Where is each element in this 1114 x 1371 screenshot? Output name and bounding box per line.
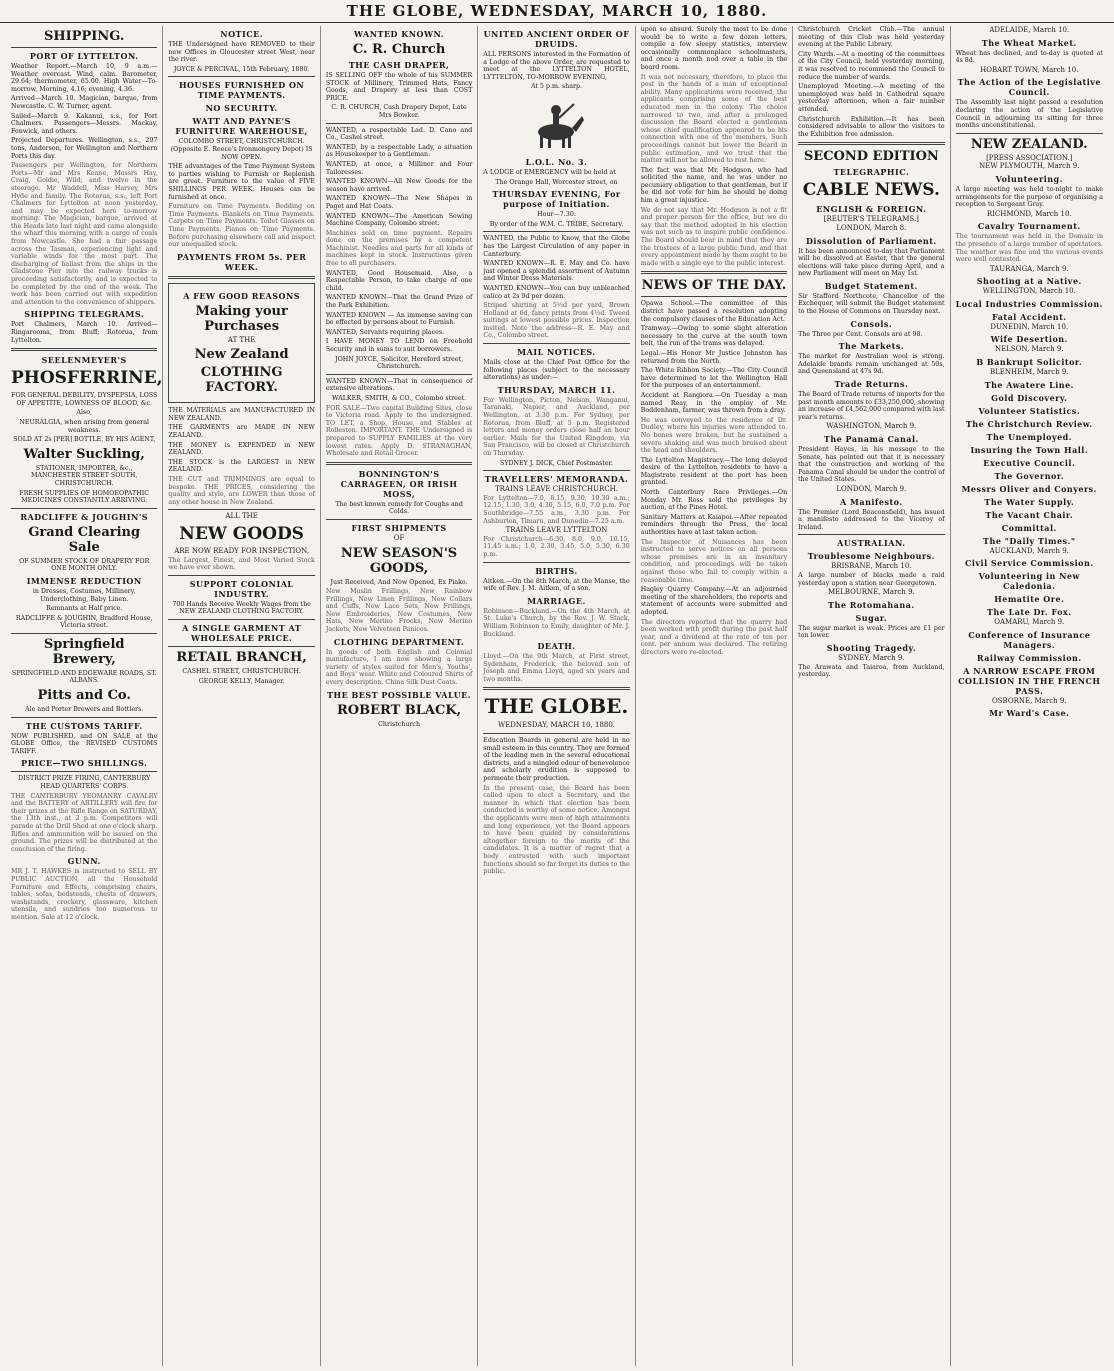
news-item: Hagley Quarry Company.—At an adjourned meeting of the shareholders, the reports and statement of accounts were submitted and adopted.: [640, 586, 788, 616]
cashel-street: CASHEL STREET, CHRISTCHURCH.: [182, 667, 301, 675]
english-foreign-heading: ENGLISH & FOREIGN.: [816, 204, 927, 215]
filler-text: Passengers per Wellington, for Northern Ports—Mr and Mrs Keane, Messrs Hay, Craig, Goldie, Wild; and twelve in the steerage. Mr Waddell, Miss Harvey, Mrs Hyde and family. The Rotorua, s.s., left Port Chalmers for Lyttelton at noon yesterday, and may be expected here to-morrow morning. The Magician, barque, arrived at the Heads late last night and came alongside the wharf this morning with a cargo of coals from Newcastle. She had a fair passage across the Tasman, experiencing light and variable winds for the most part. The discharging of ballast from the ships in the Gladstone Pier into the railway trucks is proceeding satisfactorily, and is expected to be completed by the end of the week. The work has been carried out with expedition and attention to the convenience of shippers.: [11, 162, 158, 306]
news-item: Opawa School.—The committee of this district have passed a resolution adopting the compulsory clauses of the Education Act.: [640, 300, 788, 323]
filler-text: Lloyd.—On the 9th March, at First street, Sydenham, Frederick, the beloved son of Joseph and Emma Lloyd, aged six years and two months.: [483, 653, 630, 683]
trade-heading: Trade Returns.: [834, 379, 909, 390]
money-text: THE MONEY is EXPENDED in NEW ZEALAND.: [168, 441, 315, 457]
suckling-name: Walter Suckling,: [23, 446, 145, 462]
customs-heading: THE CUSTOMS TARIFF.: [25, 720, 143, 731]
travellers-heading: TRAVELLERS' MEMORANDA.: [484, 474, 629, 485]
divider: [11, 633, 157, 634]
washington-dateline: WASHINGTON, March 9.: [826, 422, 917, 431]
new-season-heading: NEW SEASON'S GOODS,: [340, 545, 458, 576]
reduction-heading: IMMENSE REDUCTION: [26, 575, 142, 586]
panama-body: President Hayes, in his message to the Senate, has pointed out that it is necessary that the construction and working of the Panama Canal should be under the control of the United States.: [798, 446, 945, 484]
manager-name: GEORGE KELLY, Manager.: [198, 677, 285, 685]
support-industry-heading: SUPPORT COLONIAL INDUSTRY.: [189, 578, 294, 599]
houses-heading: HOUSES FURNISHED ON TIME PAYMENTS.: [179, 80, 305, 101]
awatere-heading: The Awatere Line.: [984, 379, 1074, 390]
markets-body: The market for Australian wool is strong. Adelaide brands remain unchanged at 50s, and Queensland at 47s 9d.: [798, 353, 945, 376]
divider: [798, 142, 944, 145]
watt-payne-heading: WATT AND PAYNE'S FURNITURE WAREHOUSE,: [175, 116, 308, 137]
horseman-cut-icon: [526, 94, 586, 154]
divider: [326, 374, 472, 375]
ward-case-heading: Mr Ward's Case.: [989, 708, 1070, 719]
filler-text: MR J. T. HAWKES is instructed to SELL BY PUBLIC AUCTION, all the Household Furniture and Effects, comprising chairs, tables, sofas, bedsteads, chests of drawers, washstands, crockery, glassware, kitchen utensils, and sundries too numerous to mention. Sale at 12 o'clock.: [11, 868, 158, 921]
divider: [956, 133, 1103, 134]
news-item: Unemployed Meeting.—A meeting of the unemployed was held in Cathedral square yesterday afternoon, when a fair number attended.: [798, 83, 945, 113]
arrived-notice: Arrived—March 10. Magician, barque, from Newcastle. C. W. Turner, agent.: [11, 95, 158, 110]
filler-text: The Largest, Finest, and Most Varied Stock we have ever shown.: [168, 556, 315, 572]
grand-sale-sub: OF SUMMER STOCK OF DRAPERY FOR ONE MONTH ONLY.: [19, 557, 150, 573]
district-firing: DISTRICT PRIZE FIRING, CANTERBURY HEAD QUARTERS' CORPS.: [18, 775, 151, 791]
water-supply-heading: The Water Supply.: [984, 496, 1075, 507]
colombo-street: COLOMBO STREET, CHRISTCHURCH. (Opposite E. Reece's Ironmongery Depot) IS NOW OPEN.: [170, 138, 313, 161]
trade-body: The Board of Trade returns of imports for the past month amounts to £33,250,000, showing an increase of £4,562,000 compared with last year's returns.: [798, 391, 945, 421]
making-purchases-heading: Making your Purchases: [195, 303, 288, 334]
troubles-heading: Troublesome Neighbours.: [807, 551, 935, 562]
sugar-body: The sugar market is weak. Prices are £1 per ton lower.: [798, 624, 945, 640]
filler-text: In goods of both English and Colonial manufacture, I am now showing a large variety of styles suited for Men's, Youths', and Boys' wear. White and Coloured Shirts of every description. China Silk Dust Coats.: [325, 648, 473, 687]
divider: [483, 470, 629, 471]
markets-heading: The Markets.: [838, 341, 905, 352]
leader-body: Education Boards in general are held in no small esteem in this country. They are formed of the leading men in the several educational districts, and a mingled odour of benevolence and scholarly erudition is supposed to permeate their production.: [483, 737, 630, 783]
divider: [483, 562, 629, 563]
druids-heading: UNITED ANCIENT ORDER OF DRUIDS.: [483, 29, 630, 49]
vacant-chair-heading: The Vacant Chair.: [985, 509, 1074, 520]
filler-text: The Inspector of Nuisances has been instructed to serve notices on all persons whose premises are in an insanitary condition, and proceedings will be taken against those who fail to comply within a reasonable time.: [640, 538, 788, 584]
column-6: [793, 26, 950, 1366]
bonnington-sub: The best known remedy for Coughs and Colds.: [335, 500, 463, 516]
volunteer-stats-heading: Volunteer Statistics.: [978, 405, 1081, 416]
news-item: The Lyttelton Magistracy.—The long delayed desire of the Lyttelton residents to have a Magistrate resident at the port has been granted.: [640, 456, 788, 487]
news-item: City Wards.—At a meeting of the committees of the City Council, held yesterday morning, it was resolved to recommend the Council to reduce the number of wards.: [798, 50, 945, 81]
london-dateline-2: LONDON, March 9.: [836, 484, 907, 493]
budget-body: Sir Stafford Northcote, Chancellor of the Exchequer, will submit the Budget statement to the House of Commons on Thursday next.: [798, 292, 945, 316]
dr-fox-heading: The Late Dr. Fox.: [986, 607, 1072, 618]
executive-heading: Executive Council.: [983, 457, 1076, 468]
news-item: Accident at Rangiora.—On Tuesday a man named Reay, in the employ of Mr. Boddenham, farmer, was thrown from a dray.: [640, 391, 788, 415]
second-edition-heading: SECOND EDITION: [803, 149, 939, 165]
adelaide-dateline: ADELAIDE, March 10.: [989, 26, 1070, 34]
globe-heading: THE GLOBE.: [484, 694, 629, 719]
bradford-house: RADCLIFFE & JOUGHIN, Bradford House, Victoria street.: [15, 614, 153, 630]
news-item: Christchurch Cricket Club.—The annual meeting of this Club was held yesterday evening at the Public Library.: [798, 26, 945, 49]
railway-heading: Railway Commission.: [976, 652, 1082, 663]
cash-draper-body: IS SELLING OFF the whole of his SUMMER STOCK of Millinery, Trimmed Hats, Fancy Goods, and Drapery at less than COST PRICE.: [325, 72, 473, 102]
filler-text: FOR SALE—Two capital Building Sites, close to Victoria road. Apply to the undersigned. TO LET, a Shop, House, and Stables at Rolleston. IMPORTANT. THE Undersigned is prepared to SUPPLY FAMILIES at the very lowest rates. Apply D. STRANAGHAN, Wholesale and Retail Grocer.: [325, 404, 473, 458]
cr-church-heading: C. R. Church: [352, 42, 446, 57]
melbourne-dateline: MELBOURNE, March 9.: [827, 588, 915, 597]
column-3: [321, 26, 478, 1366]
civil-service-heading: Civil Service Commission.: [964, 558, 1094, 569]
sailed-notice: Sailed—March 9. Kakanui, s.s., for Port Chalmers. Passengers—Messrs. Mackay, Fenwick, and others.: [11, 112, 158, 135]
divider: [168, 619, 314, 620]
wanted-known-that: WANTED KNOWN—That in consequence of extensive alterations.: [325, 377, 473, 393]
auckland-dateline: AUCKLAND, March 9.: [989, 546, 1069, 555]
globe-date: WEDNESDAY, MARCH 10, 1880.: [497, 721, 616, 730]
joyce-percival: JOYCE & PERCIVAL, 15th February, 1880.: [173, 65, 310, 73]
governor-heading: The Governor.: [994, 470, 1065, 481]
oamaru-dateline: OAMARU, March 9.: [994, 618, 1065, 627]
manifesto-body: The Premier (Lord Beaconsfield), has issued a manifesto addressed to the Viceroy of Ireland.: [798, 508, 945, 531]
new-zealand-heading: NEW ZEALAND.: [970, 136, 1088, 152]
new-zealand-heading: New Zealand: [194, 347, 289, 363]
port-chalmers-telegram: Port Chalmers, March 10. Arrived—Ringarooma, from Bluff; Rotorua, from Lyttelton.: [11, 321, 158, 344]
no-security: NO SECURITY.: [205, 103, 278, 114]
mail-body: Mails close at the Chief Post Office for the following places (subject to the necessary alterations) as under:—: [483, 359, 630, 382]
retail-branch-heading: RETAIL BRANCH,: [176, 649, 307, 665]
divider: [483, 687, 629, 690]
blenheim-dateline: BLENHEIM, March 9.: [989, 368, 1069, 377]
wanted-item: WANTED KNOWN—R. E. May and Co. have just opened a splendid assortment of Autumn and Winter Dress Materials.: [483, 260, 630, 283]
tauranga-dateline: TAURANGA, March 9.: [989, 264, 1069, 273]
dunedin-dateline: DUNEDIN, March 10.: [990, 322, 1069, 331]
news-heading: NEWS OF THE DAY.: [641, 278, 787, 294]
column-5: [636, 26, 793, 1366]
panama-heading: The Panama Canal.: [823, 434, 919, 444]
hobart-dateline: HOBART TOWN, March 10.: [980, 65, 1079, 74]
solicitor-signature: JOHN JOYCE, Solicitor, Hereford street, Christchurch.: [335, 355, 464, 371]
materials-text: THE MATERIALS are MANUFACTURED IN NEW ZEALAND.: [168, 407, 315, 422]
divider: [483, 343, 629, 344]
filler-text: He was conveyed to the residence of Dr. Dudley, where his injuries were attended to. No bones were broken, but he sustained a severe shaking and was much bruised about the head and shoulders.: [640, 416, 788, 455]
divider: [641, 296, 787, 297]
cable-news-heading: CABLE NEWS.: [802, 180, 940, 201]
masthead: THE GLOBE, WEDNESDAY, MARCH 10, 1880.: [0, 0, 1114, 23]
column-4: [478, 26, 635, 1366]
news-item: Tramway.—Owing to some slight alteration necessary to the curve at the south town belt, the run of the trams was delayed.: [640, 325, 788, 348]
brisbane-dateline: BRISBANE, March 10.: [831, 562, 912, 571]
osborne-dateline: OSBORNE, March 9.: [992, 696, 1067, 705]
daily-times-heading: The "Daily Times.": [983, 535, 1076, 546]
committal-heading: Committal.: [1001, 522, 1057, 533]
column-1: [6, 26, 163, 1366]
divider: [326, 462, 472, 465]
filler-text: Furniture on Time Payments. Bedding on Time Payments. Blankets on Time Payments. Carpets on Time Payments. Toilet Glasses on Time Payments. Pianos on Time Payments. Before purchasing elsewhere call and inspect our unequalled stock.: [168, 203, 315, 249]
sugar-heading: Sugar.: [855, 612, 888, 623]
stationer-address: STATIONER, IMPORTER, &c., MANCHESTER STREET SOUTH, CHRISTCHURCH.: [31, 464, 138, 487]
customs-sub: NOW PUBLISHED, and ON SALE at the GLOBE Office, the REVISED CUSTOMS TARIFF.: [11, 732, 158, 755]
wanted-item: WANTED, the Public to Know, that the Globe has the Largest Circulation of any paper in Canterbury.: [483, 235, 630, 258]
filler-text: For Lyttelton—7.0, 8.15, 9.30, 10.30 a.m.; 12.15, 1.30, 3.0, 4.30, 5.15, 6.0, 7.0 p.m. For Southbridge—7.55 a.m., 3.30 p.m. For Ashburton, Timaru, and Dunedin—7.25 a.m.: [483, 494, 630, 525]
consols-body: The Three per Cent. Consols are at 98.: [798, 330, 923, 338]
divider: [11, 47, 157, 48]
divider: [11, 508, 157, 509]
columns: [6, 26, 1108, 1366]
mail-notices-heading: MAIL NOTICES.: [517, 347, 596, 358]
clothing-factory-heading: CLOTHING FACTORY.: [200, 365, 283, 396]
sydney-dateline: SYDNEY, March 9.: [838, 653, 905, 662]
wanted-item: WANTED, Servants requiring places.: [325, 328, 445, 336]
gold-heading: Gold Discovery.: [991, 392, 1068, 403]
divider: [168, 76, 314, 77]
wheat-heading: The Wheat Market.: [981, 37, 1077, 48]
divider: [326, 519, 472, 520]
port-heading: PORT OF LYTTELTON.: [29, 51, 139, 61]
wanted-item: WANTED KNOWN—You can buy unbleached calico at 2s 9d per dozen.: [483, 284, 630, 300]
neuralgia-text: NEURALGIA, when arising from general weakness.: [19, 418, 150, 434]
bankrupt-heading: B Bankrupt Solicitor.: [976, 357, 1083, 368]
of-label: OF: [393, 533, 405, 542]
shooting-native-heading: Shooting at a Native.: [976, 276, 1082, 287]
grand-sale-heading: Grand Clearing Sale: [28, 524, 141, 555]
filler-text: The directors reported that the quarry had been worked with profit during the past half year, and a dividend at the rate of ten per cent. per annum was declared. The retiring directors were re-elected.: [640, 618, 788, 656]
clothing-factory-advert: [168, 283, 314, 404]
news-item: Sanitary Matters at Kaiapoi.—After repeated reminders through the Press, the local authorities have at last taken action.: [640, 513, 788, 537]
stock-text: THE STOCK is the LARGEST in NEW ZEALAND.: [168, 458, 315, 474]
notice-heading: NOTICE.: [220, 29, 263, 39]
filler-text: THE CANTERBURY YEOMANRY CAVALRY and the BATTERY of ARTILLERY will fire for their prizes at the Rifle Range on SATURDAY, the 13th inst., at 2 p.m. Competitors will parade at the Drill Shed at one o'clock sharp. Rifles and ammunition will be issued on the ground. The prizes will be distributed at the conclusion of the firing.: [11, 792, 158, 853]
price-heading: PRICE—TWO SHILLINGS.: [21, 758, 148, 769]
wanted-item: WANTED KNOWN—The American Sewing Machine Company, Colombo street.: [325, 212, 473, 228]
action-heading: The Action of the Legislative Council.: [957, 77, 1101, 98]
filler-text: We do not say that Mr. Hodgson is not a fit and proper person for the office, but we do say that the method adopted in his election was not such as to inspire public confidence. The Board should bear in mind that they are the trustees of a large public fund, and that every appointment made by them ought to be made with a single eye to the public interest.: [640, 206, 788, 267]
nelson-dateline: NELSON, March 9.: [994, 345, 1064, 354]
shooting-heading: Shooting Tragedy.: [826, 642, 916, 653]
radcliffe-heading: RADCLIFFE & JOUGHIN'S: [20, 511, 149, 522]
shipping-heading: SHIPPING.: [43, 29, 125, 44]
births-body: Aitken.—On the 8th March, at the Manse, the wife of Rev. J. M. Aitken, of a son.: [483, 577, 630, 593]
clothing-dept-heading: CLOTHING DEPARTMENT.: [333, 636, 465, 647]
divider: [483, 733, 629, 734]
filler-text: Machines sold on time payment. Repairs done on the premises by a competent Machinist. Needles and parts for all kinds of machines kept in stock. Instructions given free to all purchasers.: [325, 229, 473, 268]
single-garment-heading: A SINGLE GARMENT AT WHOLESALE PRICE.: [182, 622, 302, 643]
filler-text: Striped shirting at 5½d per yard, Brown Holland at 6d, fancy prints from 4½d. Tweed suitings at lowest possible prices. Inspection invited. Note the address—R. E. May and Co., Colombo street.: [483, 302, 630, 340]
new-plymouth-dateline: NEW PLYMOUTH, March 9.: [979, 162, 1080, 171]
reuter-label: [REUTER'S TELEGRAMS.]: [823, 215, 919, 224]
divider: [168, 276, 314, 279]
wanted-item: WANTED KNOWN — An immense saving can be effected by persons about to Furnish.: [325, 311, 473, 327]
column-7: [951, 26, 1108, 1366]
australian-heading: AUSTRALIAN.: [837, 538, 906, 549]
robert-black-sub: Christchurch: [378, 720, 420, 728]
brisbane-body: A large number of blacks made a raid yesterday upon a station near Georgetown.: [798, 571, 945, 587]
few-reasons-heading: A FEW GOOD REASONS: [183, 290, 301, 301]
divider: [326, 123, 472, 124]
payments-heading: PAYMENTS FROM 5s. PER WEEK.: [176, 251, 307, 272]
phosferrine-sub: FOR GENERAL DEBILITY, DYSPEPSIA, LOSS OF APPETITE, LOWNESS OF BLOOD, &c.: [11, 392, 158, 407]
volunteering-heading: Volunteering.: [995, 173, 1063, 184]
news-item: Legal.—His Honor Mr Justice Johnston has returned from the North.: [640, 349, 788, 365]
births-heading: BIRTHS.: [535, 565, 578, 576]
all-the-label: ALL THE: [225, 512, 258, 521]
springfield-heading: Springfield Brewery,: [43, 636, 125, 667]
divider: [11, 717, 157, 718]
notice-body: THE Undersigned have REMOVED to their new Offices in Gloucester street West, near the river.: [168, 41, 315, 64]
wellington-dateline: WELLINGTON, March 10.: [982, 287, 1076, 296]
wheat-body: Wheat has declined, and to-day is quoted at 4s 8d.: [955, 49, 1103, 65]
divider: [798, 534, 944, 535]
divider: [168, 509, 314, 510]
christchurch-review-heading: The Christchurch Review.: [965, 418, 1093, 429]
leader-continued: upon so absurd. Surely the most to be done would be to write a few dozen letters, compile a few sleepy statistics, interview occasionally commonplace schoolmasters, and once a month nod over a table in the board room.: [640, 26, 788, 71]
cash-draper-heading: THE CASH DRAPER,: [348, 60, 450, 70]
sold-text: SOLD AT 2s [PER] BOTTLE, BY HIS AGENT,: [13, 436, 156, 444]
local-industries-heading: Local Industries Commission.: [955, 298, 1103, 309]
town-hall-heading: Insuring the Town Hall.: [970, 444, 1089, 455]
garments-text: THE GARMENTS are MADE IN NEW ZEALAND.: [168, 424, 315, 440]
wanted-item: WANTED KNOWN—All New Goods for the season have arrived.: [325, 178, 473, 193]
ex-piako: Just Received, And Now Opened, Ex Piako.: [330, 578, 468, 586]
rotomahana-heading: The Rotomahana.: [828, 599, 915, 610]
divider: [168, 646, 314, 647]
divider: [11, 771, 157, 772]
first-shipments-heading: FIRST SHIPMENTS: [351, 522, 447, 533]
cavalry-heading: Cavalry Tournament.: [977, 221, 1081, 232]
unemployed-heading: The Unemployed.: [986, 431, 1073, 442]
pitts-heading: Pitts and Co.: [37, 688, 131, 704]
leader-body-2: The fact was that Mr. Hodgson, who had solicited the name, and he was under no pecuniary obligation to that gentleman, but if he did not vote for him he should be doing him a great injustice.: [640, 166, 788, 205]
wife-desertion-heading: Wife Desertion.: [990, 334, 1068, 345]
divider: [168, 575, 314, 576]
postmaster-signature: SYDNEY J. DICK, Chief Postmaster.: [500, 459, 613, 467]
narrow-escape-heading: A NARROW ESCAPE FROM COLLISION IN THE FRENCH PASS.: [958, 665, 1101, 696]
death-heading: DEATH.: [537, 641, 576, 652]
lodge-hour: Hour—7.30.: [537, 211, 576, 219]
sydney-body: The Arawata and Taiaroa, from Auckland, yesterday.: [798, 663, 945, 679]
at-the-label: AT THE: [227, 335, 256, 344]
consols-heading: Consols.: [850, 318, 893, 329]
press-association-label: [PRESS ASSOCIATION.]: [986, 153, 1073, 162]
church-signature: C. R. CHURCH, Cash Drapery Depot, Late Mrs Bowker.: [331, 104, 467, 119]
insurance-heading: Conference of Insurance Managers.: [968, 629, 1091, 650]
seelenmeyer-heading: SEELENMEYER'S: [41, 355, 127, 366]
projected-notice: Projected Departures. Wellington, s.s., 297 tons, Anderson, for Wellington and Northern Ports this day.: [11, 137, 158, 160]
money-to-lend: I HAVE MONEY TO LEND on Freehold Security and in sums to suit borrowers.: [325, 338, 473, 353]
news-item: North Canterbury Race Privileges.—On Monday Mr. Ross sold the privileges by auction, at the Pines Hotel.: [640, 489, 788, 512]
caledonia-heading: Volunteering in New Caledonia.: [978, 571, 1080, 592]
weekly-wages: 700 Hands Receive Weekly Wages from the NEW ZEALAND CLOTHING FACTORY.: [172, 600, 311, 616]
wanted-item: WANTED, a respectable Lad. D. Cano and Co., Cashel street.: [325, 126, 473, 142]
oliver-conyers-heading: Messrs Oliver and Conyers.: [961, 483, 1097, 494]
phosferrine-heading: PHOSFERRINE,: [11, 368, 163, 389]
wanted-known-heading: WANTED KNOWN.: [354, 29, 445, 39]
ready-label: ARE NOW READY FOR INSPECTION,: [174, 547, 310, 555]
london-dateline: LONDON, March 8.: [836, 223, 907, 232]
filler-text: Robinson—Buckland.—On the 4th March, at St. Luke's Church, by the Rev. J. W. Stack, William Robinson to Emily, daughter of Mr. J. Buckland.: [483, 607, 630, 638]
hematite-heading: Hematite Ore.: [994, 594, 1065, 605]
reduction-sub: in Dresses, Costumes, Millinery, Underclothing, Baby Linen.: [32, 587, 136, 603]
orange-hall: The Orange Hall, Worcester street, on: [495, 178, 618, 186]
richmond-dateline: RICHMOND, March 10.: [986, 209, 1072, 218]
divider: [11, 348, 157, 351]
action-body: The Assembly last night passed a resolution declaring the action of the Legislative Council in adjourning its sitting for three months unconstitutional.: [955, 99, 1103, 130]
news-item: The White Ribbon Society.—The City Council have determined to let the Wellington Hall for the purposes of an entertainment.: [640, 367, 788, 390]
filler-text: THE CUT and TRIMMINGS are equal to bespoke. THE PRICES, considering the quality and style, are LOWER than those of any other house in New Zealand.: [168, 476, 315, 506]
filler-text: It was not necessary, therefore, to place the post in the hands of a man of exceptional ability. Many applications were received, the applicants comprising some of the best educated men in the colony. The choice narrowed to two, and after a prolonged discussion the Board elected a gentleman whose chief qualification appeared to be his connection with one of the members. Such proceedings cannot but lower the Board in public estimation, and we trust that the matter will not be allowed to rest here.: [640, 73, 788, 165]
divider: [483, 231, 629, 232]
filler-text: New Muslin Frillings, New Rainbow Frillings, New Linen Frillings, New Collars and Cuffs, New Lace Sets, New Frillings, New Embroideries, New Costumes, New Hats, New Merino Frocks, New Merino Jackets, New Velveteen Panicos.: [325, 588, 473, 634]
homeopathic-text: FRESH SUPPLIES OF HOMOEOPATHIC MEDICINES CONSTANTLY ARRIVING.: [19, 489, 150, 505]
wanted-item: WANTED KNOWN—The New Shapes in Paget and Hat Coats.: [325, 195, 473, 210]
shipping-telegrams-heading: SHIPPING TELEGRAMS.: [24, 309, 145, 320]
bonnington-heading: BONNINGTON'S CARRAGEEN, OR IRISH MOSS,: [340, 468, 458, 499]
news-item: Christchurch Exhibition.—It has been considered advisable to allow the visitors to the Exhibition free admission.: [798, 115, 945, 138]
wanted-item: WANTED KNOWN—That the Grand Prize of the Park Exhibition.: [325, 294, 473, 310]
filler-text: The tournament was held in the Domain in the presence of a large number of spectators. The weather was fine and the various events were well contested.: [955, 233, 1103, 264]
gunn-heading: GUNN.: [67, 856, 101, 867]
budget-heading: Budget Statement.: [824, 280, 918, 291]
telegraphic-heading: TELEGRAPHIC.: [833, 167, 910, 178]
dissolution-body: It has been announced to-day that Parliament will be dissolved at Easter, that the general elections will take place during April, and a new Parliament will meet on May 1st.: [798, 247, 945, 278]
filler-text: In the present case, the Board has been called upon to elect a Secretary, and the manner in which that election has been conducted is worthy of some notice. Amongst the applicants were men of high attainments and long experience, yet the Board appears to have been guided by considerations altogether foreign to the merits of the candidates. It is a matter of regret that a body entrusted with such important functions should so far forget its duties to the public.: [483, 784, 630, 876]
mail-date: THURSDAY, MARCH 11.: [497, 384, 616, 395]
time-payment-body: THE advantages of the Time Payment System to parties wishing to Furnish or Replenish are great. Furniture to the value of FIVE SHILLINGS PER WEEK. Houses can be furnished at once.: [168, 163, 315, 201]
druids-body: ALL PERSONS interested in the Formation of a Lodge of the above Order, are requested to meet at the LYTTELTON HOTEL, LYTTELTON, TO-MORROW EVENING,: [483, 51, 630, 81]
wanted-item: WANTED, at once, a Milliner and Four Tailoresses.: [325, 160, 473, 176]
pitts-sub: Ale and Porter Brewers and Bottlers.: [25, 706, 144, 714]
manifesto-heading: A Manifesto.: [840, 496, 903, 507]
volunteering-body: A large meeting was held to-night to make arrangements for the purpose of organising a reception to Sergeant Gray.: [955, 185, 1103, 209]
fatal-accident-heading: Fatal Accident.: [991, 311, 1067, 322]
walker-smith: WALKER, SMITH, & CO., Colombo street.: [332, 394, 467, 402]
dissolution-heading: Dissolution of Parliament.: [805, 235, 937, 246]
also-label: Also,: [76, 409, 92, 417]
column-2: [163, 26, 320, 1366]
best-value-heading: THE BEST POSSIBLE VALUE.: [327, 689, 472, 700]
lodge-text: A LODGE of EMERGENCY will be held at: [483, 168, 616, 176]
trains-lyttelton-heading: TRAINS LEAVE LYTTELTON: [505, 526, 608, 535]
filler-text: For Wellington, Picton, Nelson, Wanganui, Taranaki, Napier, and Auckland, per Wellington, at 3.30 p.m. For Sydney, per Rotorua, from Bluff, at 5 p.m. Registered letters and money orders close half an hour earlier. Mails for the United Kingdom, via San Francisco, will be closed at Christchurch on Thursday.: [483, 396, 630, 457]
robert-black-heading: ROBERT BLACK,: [336, 702, 462, 718]
springfield-sub: SPRINGFIELD AND EDGEWARE ROADS, ST. ALBANS.: [11, 669, 157, 685]
lol-heading: L.O.L. No. 3.: [525, 156, 588, 167]
lodge-order: By order of the W.M. C. TRIBE, Secretary.: [489, 220, 624, 228]
new-goods-heading: NEW GOODS: [179, 524, 304, 544]
druids-time: At 5 p.m. sharp.: [530, 83, 583, 91]
thursday-evening: THURSDAY EVENING, For purpose of Initiation.: [492, 189, 621, 210]
wanted-item: WANTED, Good Housemaid. Also, a Respectable Person, to take charge of one child.: [325, 269, 473, 292]
marriage-heading: MARRIAGE.: [527, 595, 586, 606]
filler-text: For Christchurch—6.30, 8.0, 9.0, 10.15, 11.45 a.m.; 1.0, 2.30, 3.45, 5.0, 5.30, 6.30 p.m.: [483, 535, 630, 558]
weather-report: Weather Report.—March 10, 9 a.m.—Weather overcast. Wind, calm. Barometer, 29.64; thermometer, 65.00. High Water—To-morrow, Morning, 4.16; evening, 4.36.: [11, 63, 158, 93]
trains-heading: TRAINS LEAVE CHRISTCHURCH.: [494, 485, 619, 494]
remnants-text: Remnants at Half price.: [46, 605, 123, 613]
divider: [641, 271, 787, 274]
wanted-item: WANTED, by a respectable Lady, a situation as Housekeeper to a Gentleman.: [325, 143, 473, 159]
